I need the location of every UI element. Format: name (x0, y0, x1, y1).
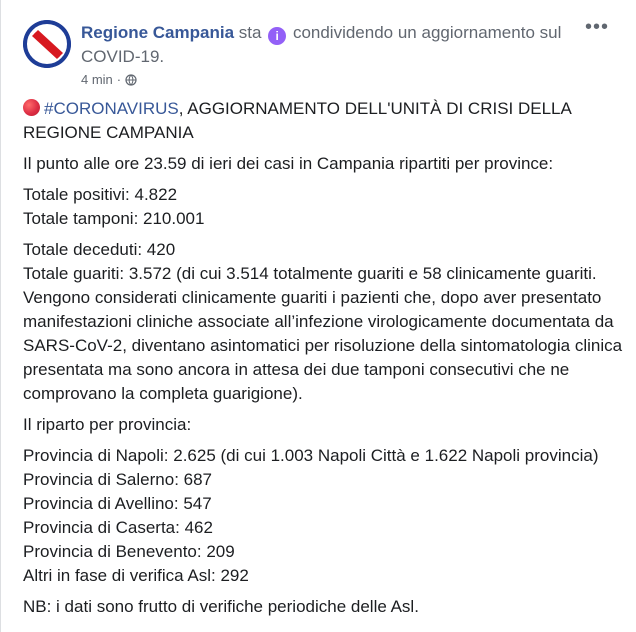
action-text-prefix: sta (238, 23, 262, 42)
totals-block-a (23, 183, 623, 231)
total-swabs: Totale tamponi: 210.001 (23, 209, 205, 228)
intro-text: Il punto alle ore 23.59 di ieri dei casi in Campania ripartiti per province: (23, 154, 554, 173)
post-title-line (23, 97, 623, 145)
province-item: Provincia di Salerno: 687 (23, 470, 213, 489)
province-item: Provincia di Benevento: 209 (23, 542, 235, 561)
province-item: Provincia di Avellino: 547 (23, 494, 212, 513)
page-name-link[interactable]: Regione Campania (81, 23, 235, 42)
regione-campania-logo-icon (23, 20, 71, 68)
province-list (23, 444, 623, 588)
total-recovered: Totale guariti: 3.572 (di cui 3.514 totalmente guariti e 58 clinicamente guariti. Vengono considerati clinicamente guariti i pazienti che, dopo aver presentato manifestazioni cliniche associate all’infezione virologicamente documentata da SARS-CoV-2, diventano asintomatici per risoluzione della sintomatologia clinica presentata ma sono ancora in attesa dei due tamponi consecutivi che ne comprovano la completa guarigione). (23, 264, 623, 403)
post-title: , AGGIORNAMENTO DELL'UNITÀ DI CRISI DELLA REGIONE CAMPANIA (23, 99, 571, 142)
footnote: NB: i dati sono frutto di verifiche periodiche delle Asl. (23, 597, 419, 616)
page-avatar[interactable] (23, 20, 71, 68)
red-circle-icon (23, 99, 40, 116)
province-item: Altri in fase di verifica Asl: 292 (23, 566, 249, 585)
totals-block-b (23, 238, 623, 406)
post-timestamp[interactable]: 4 min (81, 72, 113, 87)
total-positive: Totale positivi: 4.822 (23, 185, 178, 204)
meta-separator: · (116, 72, 122, 87)
more-options-icon[interactable]: ••• (585, 16, 610, 38)
hashtag-link[interactable]: #CORONAVIRUS (44, 99, 179, 118)
province-item: Provincia di Napoli: 2.625 (di cui 1.003 Napoli Città e 1.622 Napoli provincia) (23, 446, 599, 465)
total-deceased: Totale deceduti: 420 (23, 240, 176, 259)
post-meta (81, 72, 137, 88)
post-headline (81, 21, 581, 69)
post-body (23, 97, 623, 626)
action-text: condividendo un aggiornamento sul COVID-19. (81, 23, 562, 66)
globe-icon[interactable] (125, 74, 137, 86)
province-item: Provincia di Caserta: 462 (23, 518, 213, 537)
province-heading: Il riparto per provincia: (23, 415, 192, 434)
post-header (23, 14, 613, 94)
info-icon: i (268, 27, 286, 45)
